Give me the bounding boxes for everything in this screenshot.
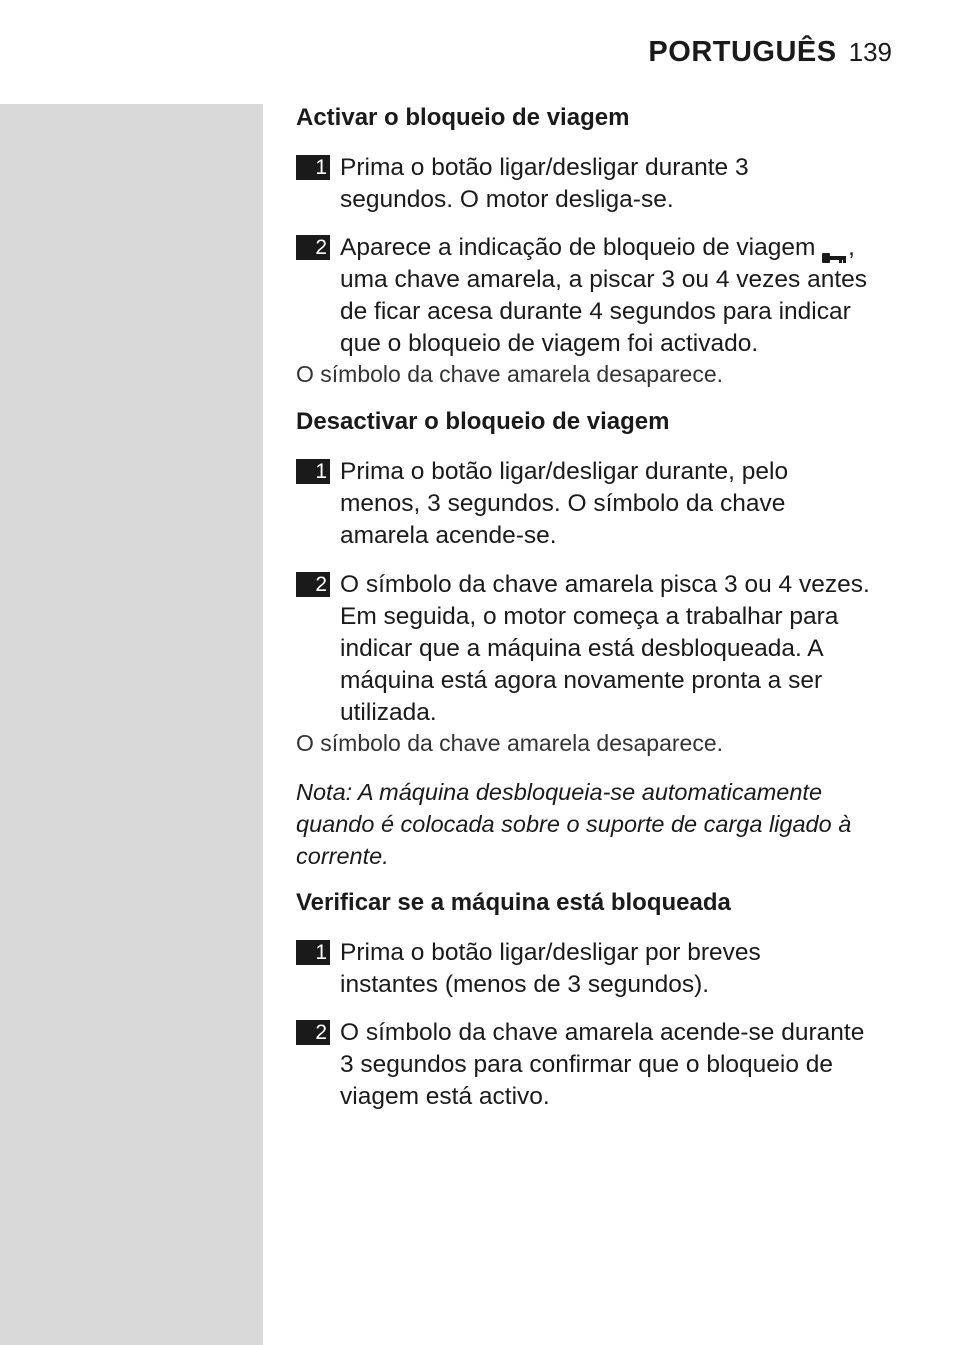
note-paragraph: [296, 776, 901, 872]
section-footnote: O símbolo da chave amarela desaparece.: [296, 730, 724, 756]
step-line: amarela acende-se.: [340, 522, 557, 549]
step-number: 1: [296, 940, 330, 965]
step-text: [340, 152, 901, 216]
step-line: menos, 3 segundos. O símbolo da chave: [340, 490, 786, 517]
section-footnote: O símbolo da chave amarela desaparece.: [296, 361, 724, 387]
step-line: indicar que a máquina está desbloqueada. A: [340, 635, 824, 662]
step-line: Prima o botão ligar/desligar por breves: [340, 939, 761, 966]
section-title: Activar o bloqueio de viagem: [296, 104, 630, 131]
step-line: viagem está activo.: [340, 1083, 550, 1110]
step-line: Em seguida, o motor começa a trabalhar para: [340, 603, 839, 630]
step-text: [340, 569, 901, 729]
step-text: [340, 937, 901, 1001]
step-text: [340, 232, 901, 360]
step-line: que o bloqueio de viagem foi activado.: [340, 330, 759, 357]
step-text: [340, 1017, 901, 1113]
step-line: Prima o botão ligar/desligar durante 3: [340, 154, 749, 181]
step-number: 1: [296, 459, 330, 484]
step-number: 1: [296, 155, 330, 180]
step-line: segundos. O motor desliga-se.: [340, 186, 674, 213]
page-number: 139: [848, 37, 892, 67]
step-line-suffix: ,: [848, 234, 855, 261]
page-header: [648, 36, 892, 69]
step-line: Prima o botão ligar/desligar durante, pelo: [340, 458, 789, 485]
section-title: Verificar se a máquina está bloqueada: [296, 889, 731, 916]
step-line: O símbolo da chave amarela acende-se durante: [340, 1019, 865, 1046]
step-line: utilizada.: [340, 699, 437, 726]
step-number: 2: [296, 572, 330, 597]
section-title: Desactivar o bloqueio de viagem: [296, 408, 670, 435]
key-icon: [822, 242, 848, 256]
step-line: uma chave amarela, a piscar 3 ou 4 vezes antes: [340, 266, 868, 293]
step-line-text: Aparece a indicação de bloqueio de viagem: [340, 234, 816, 261]
step-line: 3 segundos para confirmar que o bloqueio de: [340, 1051, 834, 1078]
step-text: [340, 456, 901, 552]
step-line: instantes (menos de 3 segundos).: [340, 971, 710, 998]
left-margin-panel: [0, 104, 263, 1345]
note-line: corrente.: [296, 843, 389, 869]
note-line: Nota: A máquina desbloqueia-se automaticamente: [296, 779, 823, 805]
step-line: de ficar acesa durante 4 segundos para indicar: [340, 298, 851, 325]
language-heading: PORTUGUÊS: [648, 36, 837, 68]
step-number: 2: [296, 1020, 330, 1045]
step-line: O símbolo da chave amarela pisca 3 ou 4 vezes.: [340, 571, 870, 598]
step-number: 2: [296, 235, 330, 260]
step-line: máquina está agora novamente pronta a ser: [340, 667, 823, 694]
note-line: quando é colocada sobre o suporte de carga ligado à: [296, 811, 852, 837]
step-line: [340, 232, 901, 264]
